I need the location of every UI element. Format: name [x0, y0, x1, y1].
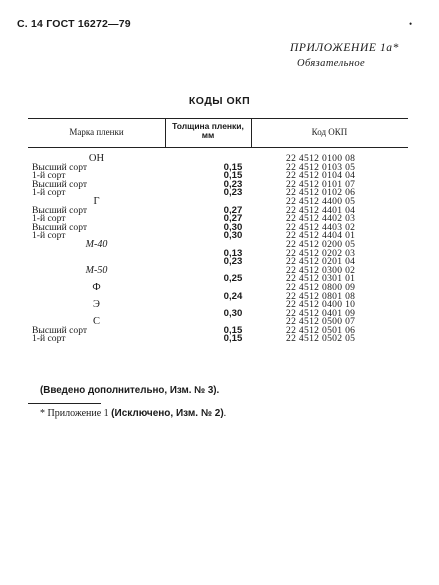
- cell-code: 22 4512 0103 05: [286, 161, 356, 173]
- cell-thickness: 0,30: [223, 221, 243, 233]
- cell-mark: 1-й сорт: [32, 170, 66, 182]
- cell-thickness: 0,30: [223, 307, 243, 319]
- cell-code: 22 4512 0104 04: [286, 170, 356, 182]
- cell-thickness: 0,25: [223, 273, 243, 285]
- page-header: С. 14 ГОСТ 16272—79: [17, 18, 131, 30]
- cell-thickness: 0,15: [223, 324, 243, 336]
- cell-mark: 1-й сорт: [32, 187, 66, 199]
- cell-code: 22 4512 0101 07: [286, 178, 356, 190]
- cell-thickness: 0,27: [223, 213, 243, 225]
- cell-code: 22 4512 4404 01: [286, 230, 356, 242]
- cell-code: 22 4512 0102 06: [286, 187, 356, 199]
- footnote-separator: [28, 403, 101, 404]
- cell-code: 22 4512 0201 04: [286, 256, 356, 268]
- cell-thickness: 0,23: [223, 178, 243, 190]
- column-header-mark: Марка пленки: [69, 127, 124, 137]
- cell-code: 22 4512 4402 03: [286, 213, 356, 225]
- table-header-rule: [28, 147, 408, 148]
- table-row: [28, 335, 408, 344]
- footnote-suffix: .: [223, 408, 227, 419]
- cell-code: 22 4512 0501 06: [286, 324, 356, 336]
- cell-thickness: 0,15: [223, 170, 243, 182]
- cell-code: 22 4512 0800 09: [286, 281, 356, 293]
- cell-code: 22 4512 4401 04: [286, 204, 356, 216]
- cell-thickness: 0,15: [223, 333, 243, 345]
- cell-mark: М-40: [85, 238, 108, 250]
- cell-mark: Высший сорт: [32, 161, 88, 173]
- appendix-status: Обязательное: [297, 58, 366, 69]
- cell-code: 22 4512 0401 09: [286, 307, 356, 319]
- corner-mark: •: [409, 19, 413, 29]
- footnote-prefix: * Приложение 1: [40, 408, 112, 419]
- cell-code: 22 4512 0301 01: [286, 273, 356, 285]
- table-title: КОДЫ ОКП: [188, 95, 251, 107]
- cell-code: 22 4512 4403 02: [286, 221, 356, 233]
- amendment-note: (Введено дополнительно, Изм. № 3).: [40, 385, 220, 396]
- cell-mark: Высший сорт: [32, 204, 88, 216]
- cell-code: 22 4512 4400 05: [286, 195, 356, 207]
- cell-mark: Ф: [92, 281, 101, 293]
- cell-mark: 1-й сорт: [32, 333, 66, 345]
- cell-thickness: 0,23: [223, 256, 243, 268]
- cell-mark: С: [92, 316, 100, 328]
- cell-code: 22 4512 0202 03: [286, 247, 356, 259]
- cell-code: 22 4512 0400 10: [286, 299, 356, 311]
- cell-mark: ОН: [88, 153, 105, 164]
- column-header-thickness: Толщина пленки, мм: [172, 121, 244, 140]
- cell-thickness: 0,13: [223, 247, 243, 259]
- cell-mark: Высший сорт: [32, 221, 88, 233]
- column-header-code: Код ОКП: [311, 127, 348, 137]
- cell-code: 22 4512 0300 02: [286, 264, 356, 276]
- cell-mark: Г: [93, 195, 100, 207]
- cell-mark: Высший сорт: [32, 178, 88, 190]
- cell-mark: Э: [93, 299, 100, 311]
- cell-code: 22 4512 0500 07: [286, 316, 356, 328]
- cell-thickness: 0,30: [223, 230, 243, 242]
- cell-code: 22 4512 0502 05: [286, 333, 356, 345]
- cell-code: 22 4512 0801 08: [286, 290, 356, 302]
- cell-mark: М-50: [85, 264, 108, 276]
- cell-thickness: 0,24: [223, 290, 243, 302]
- cell-thickness: 0,27: [223, 204, 243, 216]
- table-body: [28, 155, 408, 344]
- cell-code: 22 4512 0100 08: [286, 153, 356, 164]
- table-top-rule: [28, 118, 408, 119]
- footnote: [40, 408, 226, 419]
- cell-code: 22 4512 0200 05: [286, 238, 356, 250]
- cell-mark: 1-й сорт: [32, 230, 66, 242]
- cell-thickness: 0,23: [223, 187, 243, 199]
- appendix-label: ПРИЛОЖЕНИЕ 1а*: [289, 42, 399, 54]
- cell-thickness: 0,15: [223, 161, 243, 173]
- cell-mark: Высший сорт: [32, 324, 88, 336]
- footnote-bold: (Исключено, Изм. № 2): [111, 408, 224, 419]
- cell-mark: 1-й сорт: [32, 213, 66, 225]
